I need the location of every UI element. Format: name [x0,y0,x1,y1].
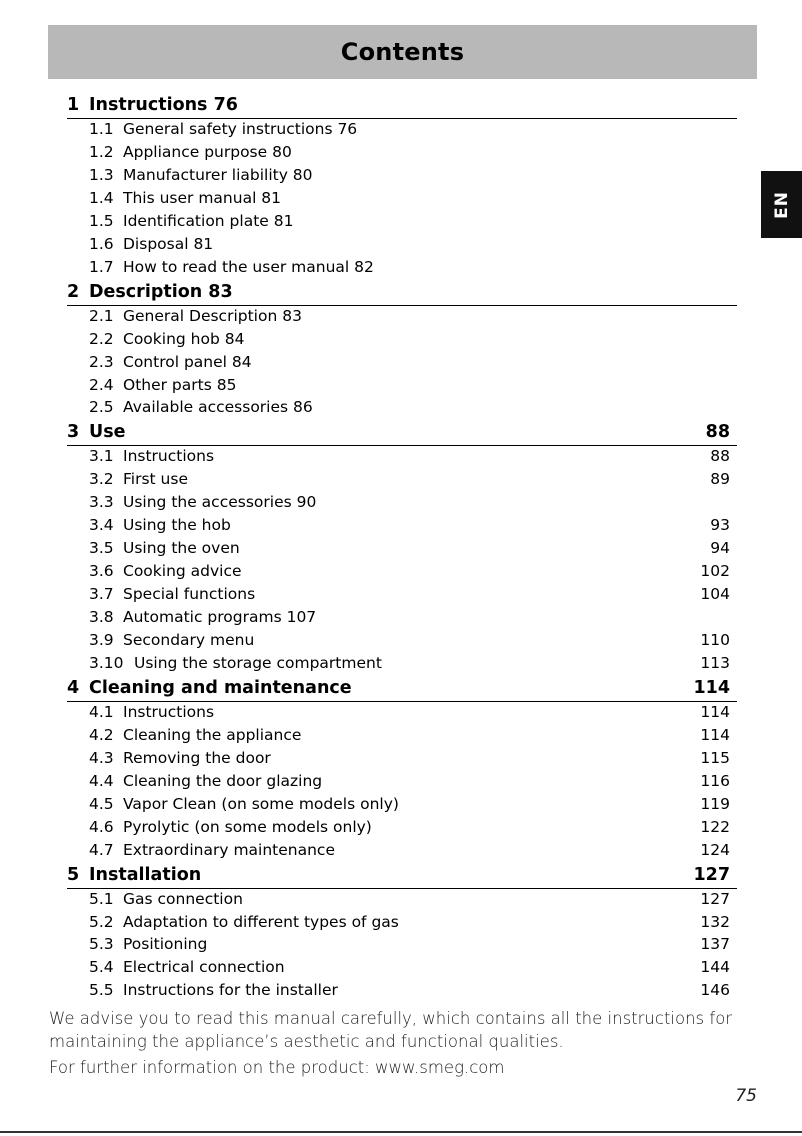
toc-number: 5.3 [89,935,114,954]
toc-number: 5.5 [89,981,114,1000]
toc-number: 5.2 [89,912,114,931]
bottom-rule [0,1131,802,1133]
toc-title: Gas connection [123,889,243,908]
toc-title: General safety instructions 76 [123,120,358,138]
toc-number: 3.10 [89,653,124,672]
toc-number: 3.2 [89,470,114,489]
toc-title: First use [123,470,188,489]
toc-number: 4.6 [89,817,114,836]
toc-page: 94 [710,539,730,558]
toc-section-row[interactable] [0,468,802,490]
toc-title: Use [89,422,126,443]
toc-number: 3.8 [89,608,114,627]
toc-page: 88 [705,422,730,443]
toc-section-row[interactable] [0,747,802,769]
toc-page: 127 [700,889,730,908]
toc-section-row[interactable] [0,606,802,628]
toc-number: 1.6 [89,234,114,253]
toc-chapter-row[interactable] [0,280,802,304]
toc-title: Secondary menu [123,631,255,649]
toc-number: 1.4 [89,188,114,207]
toc-page: 114 [700,725,730,744]
toc-title: Using the storage compartment [134,653,382,672]
toc-page: 122 [700,817,730,836]
toc-title: Using the accessories 90 [123,493,317,512]
toc-number: 3.5 [89,539,114,558]
toc-section-row[interactable] [0,445,802,467]
toc-title: Instructions 76 [89,95,238,115]
toc-section-row[interactable] [0,141,802,163]
toc-title: Control panel 84 [123,352,252,371]
toc-page: 110 [700,631,730,649]
toc-number: 2.2 [89,329,114,348]
toc-chapter-row[interactable] [0,93,802,117]
toc-number: 2.5 [89,398,114,417]
toc-section-row[interactable] [0,793,802,815]
toc-page: 144 [700,958,730,977]
toc-title: Manufacturer liability 80 [123,165,313,184]
toc-section-row[interactable] [0,583,802,605]
toc-number: 5.4 [89,958,114,977]
toc-title: Description 83 [89,281,233,302]
toc-page: 132 [700,912,730,931]
toc-section-row[interactable] [0,816,802,838]
toc-number: 1.7 [89,257,114,276]
toc-section-row[interactable] [0,396,802,418]
toc-section-row[interactable] [0,491,802,513]
toc-number: 2 [67,281,80,302]
toc-number: 4.4 [89,771,114,790]
toc-section-row[interactable] [0,328,802,350]
toc-title: Using the hob [123,516,231,535]
toc-title: This user manual 81 [123,188,282,207]
toc-number: 1.2 [89,142,114,161]
toc-number: 1.5 [89,211,114,230]
toc-section-row[interactable] [0,770,802,792]
toc-number: 3.7 [89,585,114,604]
toc-number: 1.3 [89,165,114,184]
toc-section-row[interactable] [0,979,802,1001]
toc-number: 5.1 [89,889,114,908]
toc-section-row[interactable] [0,701,802,723]
toc-title: Disposal 81 [123,234,214,253]
toc-section-row[interactable] [0,911,802,933]
toc-title: Instructions [123,447,215,466]
toc-number: 3.3 [89,493,114,512]
toc-page: 88 [710,447,730,466]
toc-section-row[interactable] [0,233,802,255]
toc-number: 4 [67,677,80,698]
toc-title: General Description 83 [123,306,302,325]
toc-page: 146 [700,981,730,1000]
toc-title: Identification plate 81 [123,211,294,230]
toc-page: 89 [710,470,730,489]
toc-chapter-row[interactable] [0,420,802,444]
toc-section-row[interactable] [0,933,802,955]
toc-number: 3.1 [89,447,114,466]
toc-number: 3 [67,422,80,443]
toc-section-row[interactable] [0,560,802,582]
toc-section-row[interactable] [0,374,802,396]
toc-title: Cooking hob 84 [123,329,245,348]
toc-title: Extraordinary maintenance [123,840,335,859]
toc-title: Other parts 85 [123,375,237,394]
toc-title: Installation [89,864,202,885]
contents-header [48,25,757,79]
toc-title: Instructions for the installer [123,981,338,1000]
toc-page: 114 [693,677,730,698]
page-title: Contents [340,38,465,66]
toc-number: 2.4 [89,375,114,394]
toc-chapter-row[interactable] [0,863,802,887]
toc-title: Pyrolytic (on some models only) [123,817,372,836]
toc-title: Adaptation to different types of gas [123,912,399,931]
toc-section-row[interactable] [0,839,802,861]
toc-number: 4.1 [89,702,114,721]
toc-number: 1.1 [89,120,114,138]
toc-title: Removing the door [123,748,271,767]
toc-number: 4.5 [89,794,114,813]
toc-number: 4.3 [89,748,114,767]
toc-page: 113 [700,653,730,672]
toc-title: Special functions [123,585,256,604]
toc-page: 127 [693,864,730,885]
page-number: 75 [735,1086,757,1106]
toc-number: 1 [67,95,80,115]
toc-section-row[interactable] [0,652,802,674]
toc-title: Automatic programs 107 [123,608,317,627]
toc-number: 2.1 [89,306,114,325]
toc-page: 102 [700,562,730,581]
toc-page: 104 [700,585,730,604]
toc-number: 5 [67,864,80,885]
toc-section-row[interactable] [0,956,802,978]
toc-section-row[interactable] [0,256,802,278]
toc-number: 4.7 [89,840,114,859]
language-label: EN [771,190,792,219]
toc-number: 3.4 [89,516,114,535]
toc-title: Cooking advice [123,562,242,581]
toc-section-row[interactable] [0,118,802,140]
toc-page: 93 [710,516,730,535]
toc-title: Using the oven [123,539,240,558]
toc-number: 4.2 [89,725,114,744]
toc-page: 114 [700,702,730,721]
footer-advice-line-2: maintaining the appliance’s aesthetic and functional qualities. [49,1032,564,1051]
toc-title: Available accessories 86 [123,398,313,417]
footer-info-line: For further information on the product: www.smeg.com [49,1058,505,1077]
toc-page: 124 [700,840,730,859]
toc-title: Instructions [123,702,215,721]
toc-page: 116 [700,771,730,790]
toc-title: How to read the user manual 82 [123,257,374,276]
toc-title: Cleaning the appliance [123,725,302,744]
toc-section-row[interactable] [0,724,802,746]
toc-title: Vapor Clean (on some models only) [123,794,399,813]
toc-page: 115 [700,748,730,767]
toc-section-row[interactable] [0,514,802,536]
toc-section-row[interactable] [0,210,802,232]
toc-title: Cleaning the door glazing [123,771,323,790]
toc-number: 2.3 [89,352,114,371]
toc-chapter-row[interactable] [0,676,802,700]
toc-number: 3.9 [89,631,114,649]
toc-title: Positioning [123,935,208,954]
toc-title: Appliance purpose 80 [123,142,292,161]
toc-page: 137 [700,935,730,954]
toc-page: 119 [700,794,730,813]
footer-advice-line-1: We advise you to read this manual carefully, which contains all the instructions for [49,1009,733,1028]
toc-number: 3.6 [89,562,114,581]
toc-title: Electrical connection [123,958,285,977]
toc-section-row[interactable] [0,629,802,651]
toc-section-row[interactable] [0,305,802,327]
toc-section-row[interactable] [0,187,802,209]
toc-section-row[interactable] [0,164,802,186]
toc-section-row[interactable] [0,888,802,910]
toc-section-row[interactable] [0,351,802,373]
toc-section-row[interactable] [0,537,802,559]
toc-title: Cleaning and maintenance [89,677,352,698]
